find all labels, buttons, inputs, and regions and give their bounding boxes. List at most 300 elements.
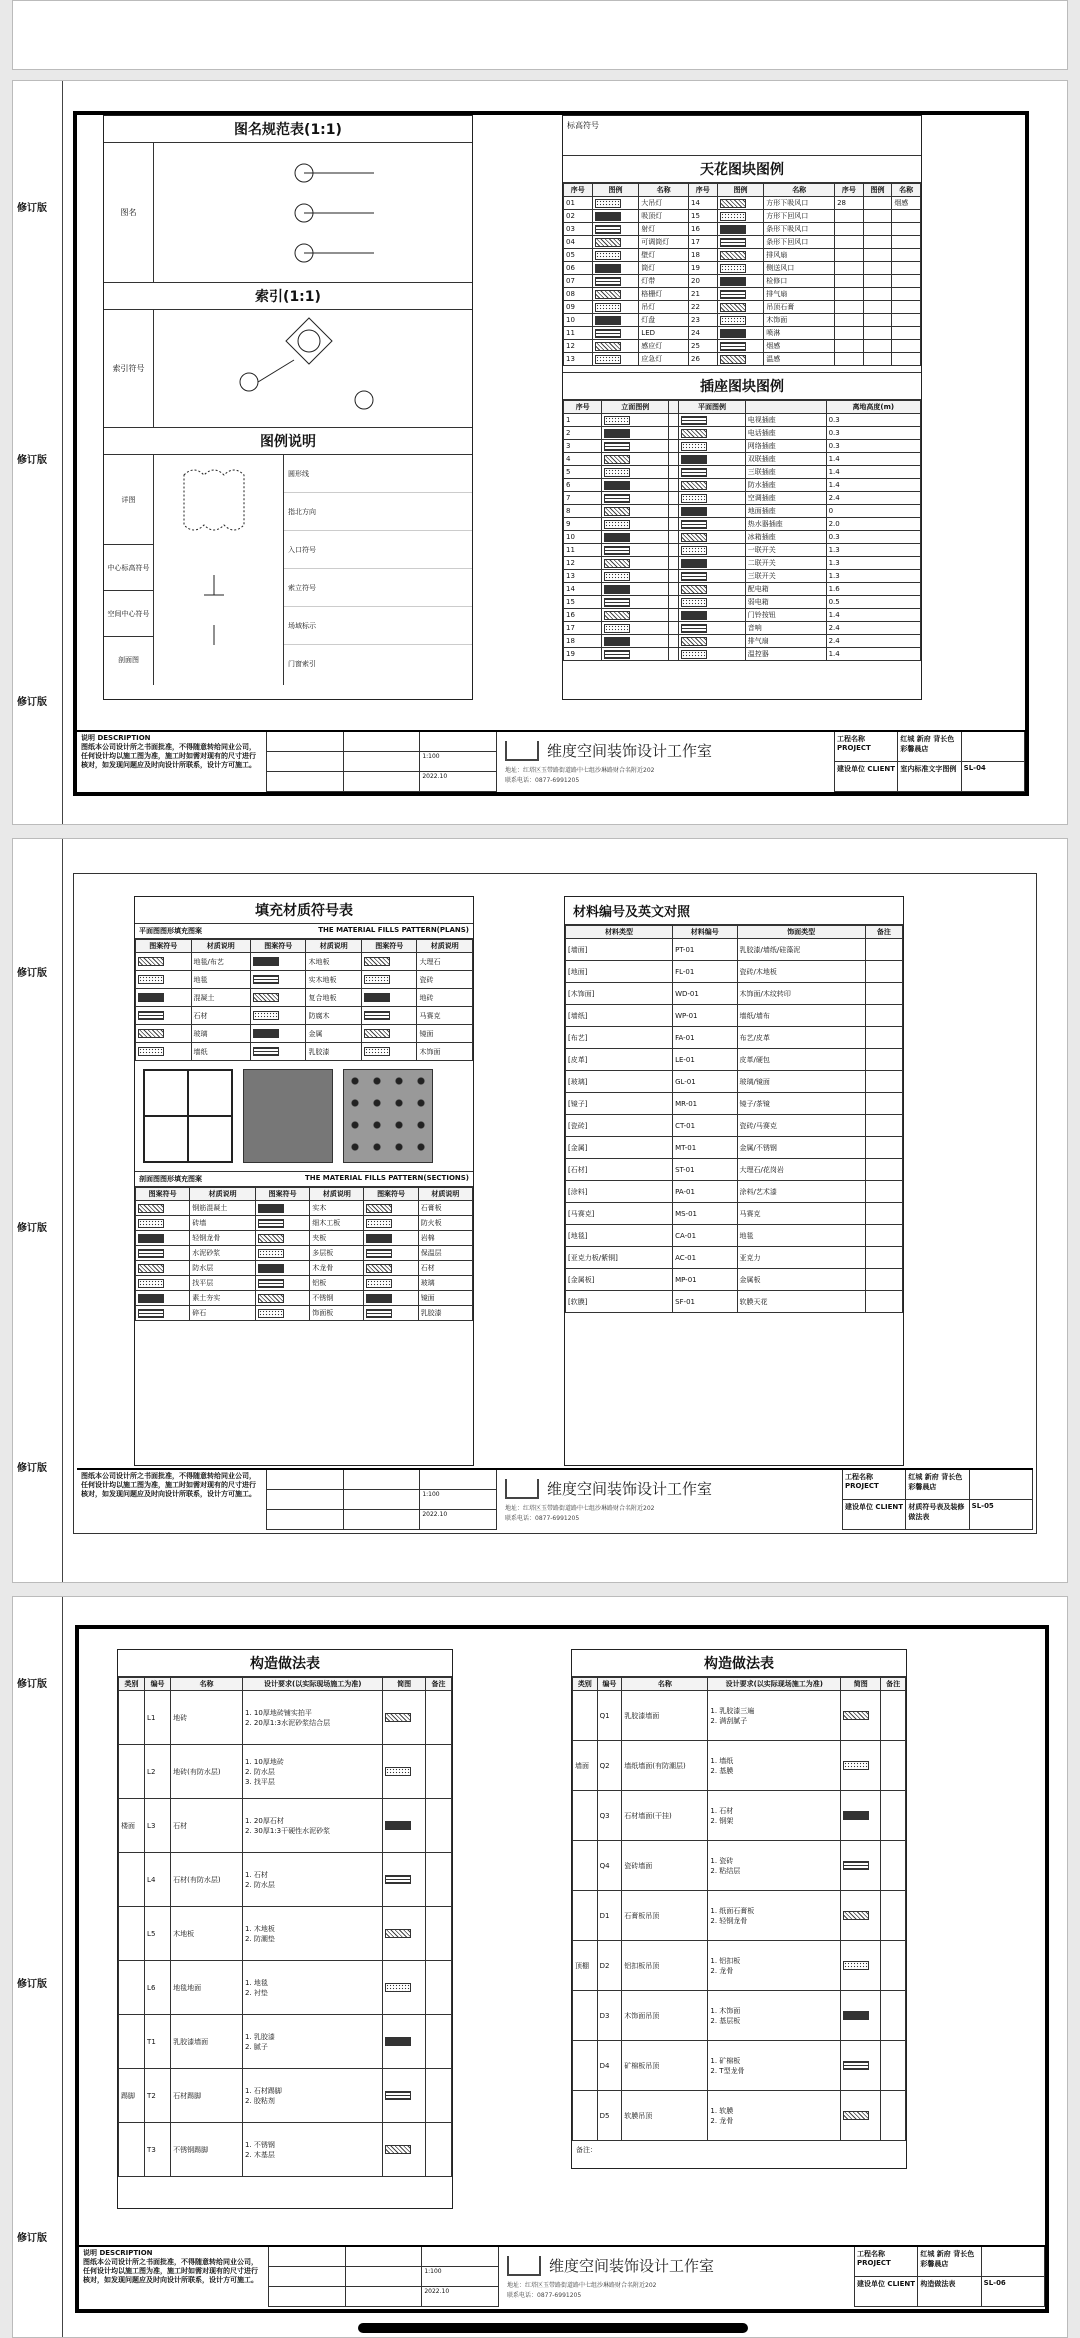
table-cell: 1. 墙纸 2. 基膜 [708,1741,841,1791]
row-label: 详图 [104,455,153,545]
date-value: 2022.10 [420,1510,497,1530]
symbol-icon [258,1294,284,1303]
material-table [565,925,903,1313]
table-cell: 地砖(有防水层) [171,1745,243,1799]
table-cell: 16 [689,223,718,236]
table-cell: [地面] [566,961,673,983]
table-cell: 吊灯 [639,301,689,314]
table-cell [602,414,669,427]
table-row [564,531,921,544]
symbol-icon [364,957,390,966]
table-cell: L3 [145,1799,171,1853]
symbol-icon [138,1249,164,1258]
table-cell: 方形下吸风口 [764,197,835,210]
table-cell [679,479,746,492]
table-row [566,1049,903,1071]
table-row [573,1691,906,1741]
symbol-icon [681,416,707,425]
table-cell: 1. 石材 2. 钢架 [708,1791,841,1841]
note-label: 说明 [83,2249,97,2257]
table-row [566,961,903,983]
table-cell: [皮革] [566,1049,673,1071]
symbol-icon [604,559,630,568]
table-cell: 1.3 [826,570,920,583]
table-cell: 方形下回风口 [764,210,835,223]
table-cell: 门铃按钮 [745,609,826,622]
table-cell: 1. 不锈钢 2. 木基层 [243,2123,383,2177]
legend-item-label: 指北方向 [288,507,316,516]
studio-name: 维度空间装饰设计工作室 [547,742,713,760]
scale-value: 1:100 [420,752,497,772]
table-cell [425,1961,451,2015]
table-cell [865,1137,902,1159]
table-cell [679,414,746,427]
table-cell: 乳胶漆 [306,1043,362,1061]
symbol-icon [138,1264,164,1273]
table-cell [841,1991,881,2041]
table-cell: 岩棉 [418,1231,472,1246]
table-header: 名称 [764,184,835,197]
project-label: 工程名称 PROJECT [843,1470,906,1500]
table-cell: 28 [835,197,864,210]
table-cell [881,1791,906,1841]
horizontal-scrollbar[interactable] [358,2323,748,2333]
symbol-icon [720,225,746,234]
table-cell: 1. 纸面石膏板 2. 轻钢龙骨 [708,1891,841,1941]
table-cell: 墙纸墙面(有防潮层) [622,1741,708,1791]
symbol-icon [604,611,630,620]
table-cell [669,635,679,648]
title-block [77,730,1025,792]
table-row [119,1799,452,1853]
table-cell: Q4 [597,1841,622,1891]
table-cell [136,1306,190,1321]
table-cell: 08 [564,288,593,301]
symbol-icon [681,468,707,477]
symbol-icon [366,1249,392,1258]
table-cell: PA-01 [673,1181,737,1203]
studio-name: 维度空间装饰设计工作室 [547,1480,713,1498]
table-cell: 10 [564,314,593,327]
table-cell: 2.4 [826,635,920,648]
table-row [566,1247,903,1269]
table-cell: 1. 石材 2. 防水层 [243,1853,383,1907]
symbol-icon [595,199,621,208]
table-cell [383,1907,426,1961]
date-value: 2022.10 [422,2287,499,2307]
symbol-icon [843,2061,869,2070]
table-cell: [金属] [566,1137,673,1159]
symbol-icon [385,2037,411,2046]
symbol-icon [385,2145,411,2154]
symbol-icon [595,264,621,273]
table-row [564,453,921,466]
studio-phone: 联系电话：0877-6991205 [505,777,580,784]
table-cell: 16 [564,609,602,622]
table-cell: L5 [145,1907,171,1961]
symbol-icon [604,572,630,581]
table-cell [669,622,679,635]
table-cell [863,353,892,366]
table-cell [841,2041,881,2091]
table-cell: [地毯] [566,1225,673,1247]
table-row [564,557,921,570]
table-cell: 地毯 [191,971,250,989]
table-cell [835,353,864,366]
table-cell [425,1907,451,1961]
table-cell [669,570,679,583]
fill-plan-subtitle: 平面图图形填充图案 [139,927,202,935]
table-cell: [软膜] [566,1291,673,1313]
table-cell: 排风扇 [764,249,835,262]
table-cell [717,249,764,262]
client-label: 建设单位 CLIENT [843,1500,906,1530]
table-cell [364,1276,418,1291]
table-cell: 木地板 [306,953,362,971]
table-header: 类别 [573,1678,598,1691]
symbol-icon [595,212,621,221]
table-cell [364,1201,418,1216]
table-cell [602,518,669,531]
table-cell [835,262,864,275]
table-row [136,1246,473,1261]
table-cell: 9 [564,518,602,531]
table-cell: 钢筋混凝土 [190,1201,256,1216]
table-cell [835,340,864,353]
symbol-icon [138,1047,164,1056]
table-cell [865,1071,902,1093]
table-header: 图例 [592,184,639,197]
table-cell [717,236,764,249]
table-cell [865,1225,902,1247]
table-row [136,1231,473,1246]
studio-block [499,2247,855,2307]
table-cell [841,1941,881,1991]
table-cell [892,340,921,353]
table-cell [863,340,892,353]
symbol-icon [364,993,390,1002]
table-cell: 地砖 [417,989,473,1007]
table-cell [250,1043,306,1061]
table-row [564,635,921,648]
table-cell: [布艺] [566,1027,673,1049]
symbol-icon [595,355,621,364]
table-cell [383,2015,426,2069]
table-cell: 防腐木 [306,1007,362,1025]
table-cell: 壁灯 [639,249,689,262]
table-header: 序号 [564,184,593,197]
symbol-icon [366,1219,392,1228]
table-cell [892,236,921,249]
table-cell: 烟感 [892,197,921,210]
table-cell: 0 [826,505,920,518]
table-cell: 09 [564,301,593,314]
table-row [564,622,921,635]
title-block-note [79,2247,269,2307]
sample-pattern [343,1069,433,1163]
table-row [564,327,921,340]
table-cell [592,301,639,314]
studio-name: 维度空间装饰设计工作室 [549,2257,715,2275]
table-cell: 素土夯实 [190,1291,256,1306]
table-cell [119,1691,145,1745]
table-cell: 1. 乳胶漆 2. 腻子 [243,2015,383,2069]
studio-address: 地址：红塔区玉带路街道路中七组沙琳路财合名附近202 [505,767,655,774]
table-row [119,1853,452,1907]
table-cell [717,288,764,301]
table-cell [865,1093,902,1115]
table-row [564,353,921,366]
table-cell: 多层板 [310,1246,364,1261]
table-cell [602,453,669,466]
table-cell: 8 [564,505,602,518]
project-name: 红城 新府 背长色彩馨晨店 [918,2247,981,2277]
table-row [564,427,921,440]
table-cell [602,596,669,609]
symbol-icon [720,212,746,221]
symbol-icon [138,1029,164,1038]
table-cell [425,2123,451,2177]
table-cell [669,583,679,596]
table-cell: 马赛克 [737,1203,865,1225]
table-cell: 木龙骨 [310,1261,364,1276]
symbol-icon [843,1861,869,1870]
table-cell: 饰面板 [310,1306,364,1321]
table-header: 平面图例 [679,401,746,414]
table-cell: 水泥砂浆 [190,1246,256,1261]
table-cell: 14 [564,583,602,596]
table-row [564,197,921,210]
table-cell: 1. 瓷砖 2. 粘结层 [708,1841,841,1891]
symbol-icon [258,1219,284,1228]
table-cell: 1.4 [826,466,920,479]
table-cell [602,427,669,440]
table-cell: 双联插座 [745,453,826,466]
table-cell [679,505,746,518]
symbol-icon [681,442,707,451]
table-cell: 皮革/硬包 [737,1049,865,1071]
table-row [564,596,921,609]
table-header: 图例 [717,184,764,197]
table-cell [679,453,746,466]
table-cell: 网络插座 [745,440,826,453]
symbol-icon [843,2011,869,2020]
drawing-name-spec-table [103,115,473,700]
note-text: 图纸本公司设计所之书面批准，不得随意转给同业公司，任何设计均以施工图为准，施工时如需对现有的尺寸进行核对，如发现问题应及时向设计所联系，设计方可施工。 [81,743,256,769]
symbol-icon [604,507,630,516]
symbol-icon [843,1911,869,1920]
table-cell: 马赛克 [417,1007,473,1025]
table-cell: ST-01 [673,1159,737,1181]
table-cell [669,427,679,440]
table-cell [863,327,892,340]
table-cell: 15 [689,210,718,223]
symbol-icon [595,225,621,234]
table-cell: 18 [564,635,602,648]
table-cell: D2 [597,1941,622,1991]
table-header: 备注 [881,1678,906,1691]
table-cell: 地毯/布艺 [191,953,250,971]
table-cell [383,1961,426,2015]
table-cell: [玻璃] [566,1071,673,1093]
table-cell [255,1231,309,1246]
table-cell: 11 [564,327,593,340]
table-cell [361,971,417,989]
table-cell: 石膏板 [418,1201,472,1216]
symbol-icon [385,1929,411,1938]
table-cell [573,2041,598,2091]
note-text: 图纸本公司设计所之书面批准，不得随意转给同业公司，任何设计均以施工图为准，施工时如需对现有的尺寸进行核对，如发现问题应及时向设计所联系，设计方可施工。 [81,1472,256,1498]
table-cell: 地毯地面 [171,1961,243,2015]
table-cell: 0.3 [826,427,920,440]
table-cell [892,223,921,236]
table-row [136,1201,473,1216]
table-cell: 灯盘 [639,314,689,327]
symbol-icon [681,650,707,659]
table-cell: AC-01 [673,1247,737,1269]
symbol-icon [720,342,746,351]
project-name: 红城 新府 背长色彩馨晨店 [898,732,961,762]
table-cell: 感应灯 [639,340,689,353]
legend-title: 图例说明 [104,428,472,455]
studio-phone: 联系电话：0877-6991205 [507,2292,582,2299]
table-row [573,1841,906,1891]
table-cell: L2 [145,1745,171,1799]
table-cell [602,622,669,635]
table-row [566,1137,903,1159]
table-row [564,210,921,223]
table-cell: 19 [689,262,718,275]
table-cell [892,249,921,262]
symbol-icon [843,1761,869,1770]
table-cell [383,2069,426,2123]
table-row [564,340,921,353]
table-cell: D3 [597,1991,622,2041]
table-cell: [瓷砖] [566,1115,673,1137]
scale-value: 1:100 [422,2267,499,2287]
table-header: 简图 [841,1678,881,1691]
table-cell [669,648,679,661]
table-cell: 1. 地毯 2. 衬垫 [243,1961,383,2015]
date-value: 2022.10 [420,772,497,792]
table-row [573,1791,906,1841]
table-header: 图案符号 [136,940,192,953]
table-cell: 1. 10厚地砖铺实拍平 2. 20厚1:3水泥砂浆结合层 [243,1691,383,1745]
table-cell: [石材] [566,1159,673,1181]
table-cell [841,1891,881,1941]
fill-symbol-title: 填充材质符号表 [135,897,473,924]
table-cell: 21 [689,288,718,301]
table-cell [592,249,639,262]
table-cell: 木饰面 [764,314,835,327]
symbol-icon [138,993,164,1002]
table-cell [573,1791,598,1841]
table-cell [892,314,921,327]
symbol-icon [604,481,630,490]
symbol-icon [366,1309,392,1318]
table-cell: 1.4 [826,453,920,466]
table-row [119,1745,452,1799]
symbol-icon [253,1047,279,1056]
symbol-icon [681,572,707,581]
table-cell: 23 [689,314,718,327]
table-cell [841,1841,881,1891]
symbol-icon [366,1294,392,1303]
table-cell [136,1231,190,1246]
symbol-icon [681,520,707,529]
table-cell [865,1269,902,1291]
drawing-name-spec-title: 图名规范表(1:1) [104,116,472,143]
title-block [79,2245,1045,2307]
table-cell [255,1261,309,1276]
table-cell: 0.5 [826,596,920,609]
table-cell [863,301,892,314]
symbol-icon [253,993,279,1002]
table-cell: L6 [145,1961,171,2015]
legend-item-label: 入口符号 [288,545,316,554]
table-cell: 木饰面/木纹转印 [737,983,865,1005]
symbol-icon [364,1011,390,1020]
table-row [136,1261,473,1276]
table-cell [863,249,892,262]
symbol-icon [138,1204,164,1213]
table-row [564,249,921,262]
table-header [669,401,679,414]
ceiling-legend-table [563,183,921,366]
table-cell [361,953,417,971]
studio-logo-icon [507,2256,541,2276]
symbol-icon [681,546,707,555]
table-cell: 木地板 [171,1907,243,1961]
table-cell: 大吊灯 [639,197,689,210]
project-block [843,1470,1033,1530]
title-block-grid [267,1470,497,1530]
table-row [573,2091,906,2141]
table-cell: 1.3 [826,557,920,570]
studio-logo-icon [505,1479,539,1499]
table-cell [425,1853,451,1907]
table-cell [602,531,669,544]
table-cell [669,466,679,479]
table-cell: 1.3 [826,544,920,557]
table-cell [669,414,679,427]
fill-section-table [135,1187,473,1321]
table-header: 编号 [145,1678,171,1691]
fill-plan-table [135,939,473,1061]
symbol-icon [595,251,621,260]
table-cell [679,544,746,557]
table-cell [881,1941,906,1991]
table-cell [865,1203,902,1225]
table-cell: FL-01 [673,961,737,983]
table-cell: 14 [689,197,718,210]
table-cell [364,1231,418,1246]
table-cell [679,648,746,661]
table-cell: 温感 [764,353,835,366]
table-row [136,1276,473,1291]
table-row [566,1071,903,1093]
table-cell: [镜子] [566,1093,673,1115]
drawing-name-diagram [154,143,464,281]
table-row [564,262,921,275]
table-cell [881,1991,906,2041]
fill-section-subtitle: 剖面图图形填充图案 [139,1175,202,1183]
scale-value: 1:100 [420,1490,497,1510]
table-cell: 石膏板吊顶 [622,1891,708,1941]
table-cell [669,440,679,453]
table-cell: 02 [564,210,593,223]
table-cell: T2 [145,2069,171,2123]
